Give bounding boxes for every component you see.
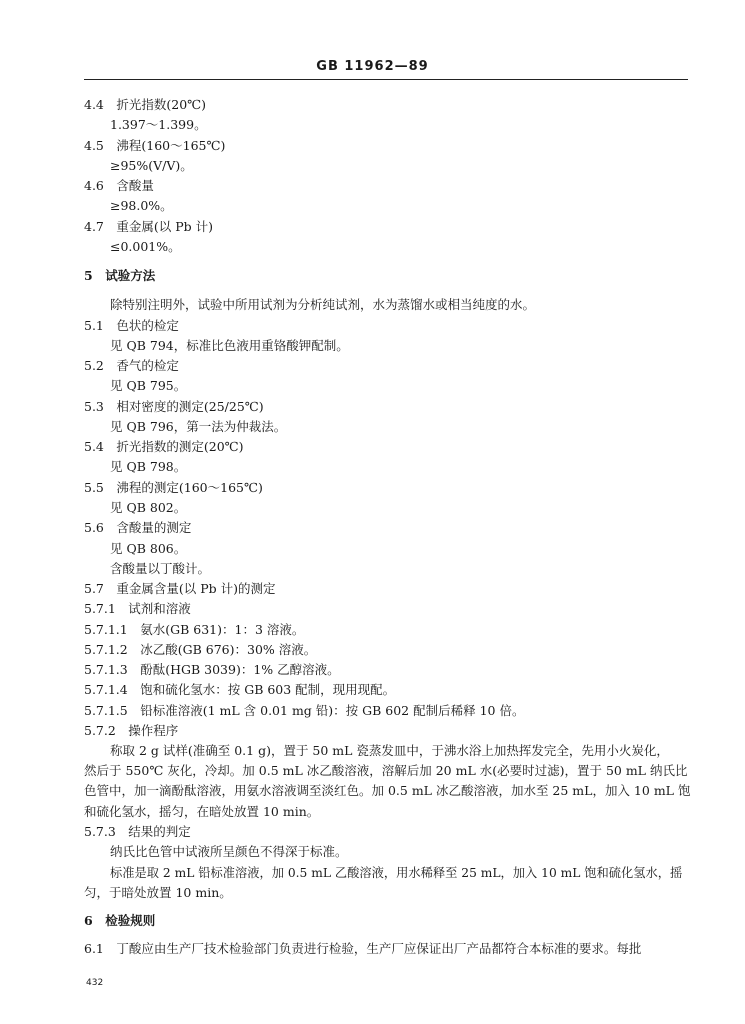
text-line: 5.7 重金属含量(以 Pb 计)的测定 (84, 581, 276, 596)
text-line: 5.7.1.1 氨水(GB 631)：1：3 溶液。 (84, 622, 305, 637)
text-line: 5.2 香气的检定 (84, 358, 179, 373)
text-line: 5.7.1 试剂和溶液 (84, 601, 191, 616)
text-line: 5.7.3 结果的判定 (84, 824, 191, 839)
text-line: 5.7.2 操作程序 (84, 723, 179, 738)
text-line: 见 QB 806。 (110, 541, 187, 556)
section-heading: 6 检验规则 (84, 913, 156, 928)
text-line: 标准是取 2 mL 铅标准溶液，加 0.5 mL 乙酸溶液，用水稀释至 25 mL，加入 10 mL 饱和硫化氢水，摇 (110, 866, 683, 880)
text-line: 见 QB 795。 (110, 378, 187, 393)
standard-number-header: GB 11962—89 (316, 59, 429, 74)
text-line: 5.7.1.3 酚酞(HGB 3039)：1% 乙醇溶液。 (84, 662, 340, 677)
header-rule (84, 79, 688, 80)
text-line: 5.3 相对密度的测定(25/25℃) (84, 399, 264, 414)
text-line: 4.4 折光指数(20℃) (84, 97, 207, 112)
text-line: 5.6 含酸量的测定 (84, 520, 192, 535)
text-line: 4.5 沸程(160～165℃) (84, 138, 226, 153)
text-line: 然后于 550℃ 灰化，冷却。加 0.5 mL 冰乙酸溶液，溶解后加 20 mL 水(必要时过滤)，置于 50 mL 纳氏比 (84, 763, 688, 778)
text-line: 除特别注明外，试验中所用试剂为分析纯试剂，水为蒸馏水或相当纯度的水。 (110, 297, 536, 312)
text-line: ≥95%(V/V)。 (110, 158, 193, 173)
text-line: 见 QB 798。 (110, 459, 187, 474)
text-line: ≥98.0%。 (110, 198, 173, 213)
text-line: 见 QB 802。 (110, 500, 187, 515)
text-line: ≤0.001%。 (110, 239, 181, 254)
text-line: 见 QB 796，第一法为仲裁法。 (110, 419, 287, 434)
text-line: 5.4 折光指数的测定(20℃) (84, 439, 244, 454)
text-line: 见 QB 794，标准比色液用重铬酸钾配制。 (110, 338, 349, 353)
text-line: 和硫化氢水，摇匀，在暗处放置 10 min。 (84, 804, 320, 819)
text-line: 5.5 沸程的测定(160～165℃) (84, 480, 263, 495)
text-line: 1.397～1.399。 (110, 117, 207, 132)
page-number: 432 (86, 978, 104, 988)
text-line: 纳氏比色管中试液所呈颜色不得深于标准。 (110, 844, 348, 859)
text-line: 色管中，加一滴酚酞溶液，用氨水溶液调至淡红色。加 0.5 mL 冰乙酸溶液，加水至 25 mL，加入 10 mL 饱 (84, 783, 691, 798)
text-line: 5.7.1.5 铅标准溶液(1 mL 含 0.01 mg 铅)：按 GB 602 配制后稀释 10 倍。 (84, 703, 525, 718)
text-line: 称取 2 g 试样(准确至 0.1 g)，置于 50 mL 瓷蒸发皿中，于沸水浴上加热挥发完全，先用小火炭化， (110, 743, 669, 758)
text-line: 含酸量以丁酸计。 (110, 561, 211, 576)
text-line: 6.1 丁酸应由生产厂技术检验部门负责进行检验，生产厂应保证出厂产品都符合本标准的要求。每批 (84, 941, 642, 956)
text-line: 5.1 色状的检定 (84, 318, 179, 333)
section-heading: 5 试验方法 (84, 268, 156, 283)
text-line: 5.7.1.2 冰乙酸(GB 676)：30% 溶液。 (84, 642, 317, 657)
text-line: 4.6 含酸量 (84, 178, 154, 193)
text-line: 5.7.1.4 饱和硫化氢水：按 GB 603 配制，现用现配。 (84, 682, 396, 697)
text-line: 4.7 重金属(以 Pb 计) (84, 219, 213, 234)
text-line: 匀，于暗处放置 10 min。 (84, 885, 232, 900)
